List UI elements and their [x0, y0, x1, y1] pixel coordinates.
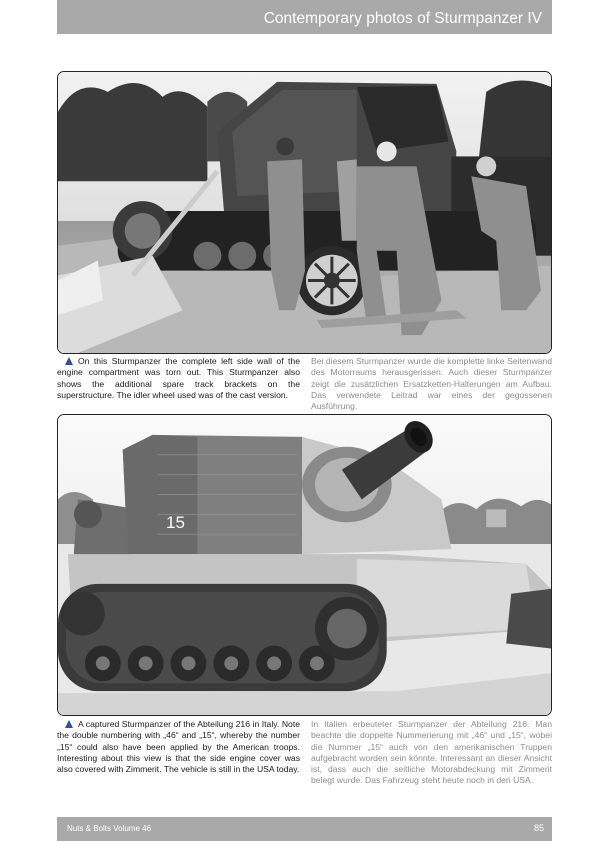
page-section-title: Contemporary photos of Sturmpanzer IV: [263, 10, 542, 27]
header-band: [57, 0, 552, 34]
page-number: 85: [533, 823, 544, 833]
photo-damaged-sturmpanzer: [57, 71, 552, 354]
photo-caption-german: Bei diesem Sturmpanzer wurde die komplette linke Seitenwand des Motorraums herausgerissen. Auch dieser Sturmpanzer zeigt die zusätzlichen Ersatzketten-Halterungen am Aufbau. Das verwendete Leitrad war eines der gegossenen Ausführung.: [311, 356, 552, 412]
publication-name: Nuts & Bolts Volume 46: [67, 824, 152, 833]
hull-number-marking: 15: [166, 513, 185, 532]
photo-caption-english: A captured Sturmpanzer of the Abteilung 216 in Italy. Note the double numbering with „46“ and „15“, whereby the number „15“ could also have been applied by the American troops. Interesting about this view is that the side engine cover was also covered with Zimmerit. The vehicle is still in the USA today.: [57, 719, 300, 775]
footer-band: [57, 817, 552, 841]
photo-caption-english: On this Sturmpanzer the complete left side wall of the engine compartment was torn out. This Sturmpanzer also shows the additional spare track brackets on the superstructure. The idler wheel used was of the cast version.: [57, 356, 300, 400]
photo-caption-german: In Italien erbeuteter Sturmpanzer der Abteilung 216. Man beachte die doppelte Nummerierung mit „46“ und „15“, wobei die Nummer „15“ auch von den amerikanischen Truppen aufgebracht worden sein könnte. Interessant an dieser Ansicht ist, dass auch die seitliche Motorabdeckung mit Zimmerit belegt wurde. Das Fahrzeug steht heute noch in den USA.: [311, 719, 552, 786]
photo-captured-sturmpanzer: [57, 414, 552, 716]
